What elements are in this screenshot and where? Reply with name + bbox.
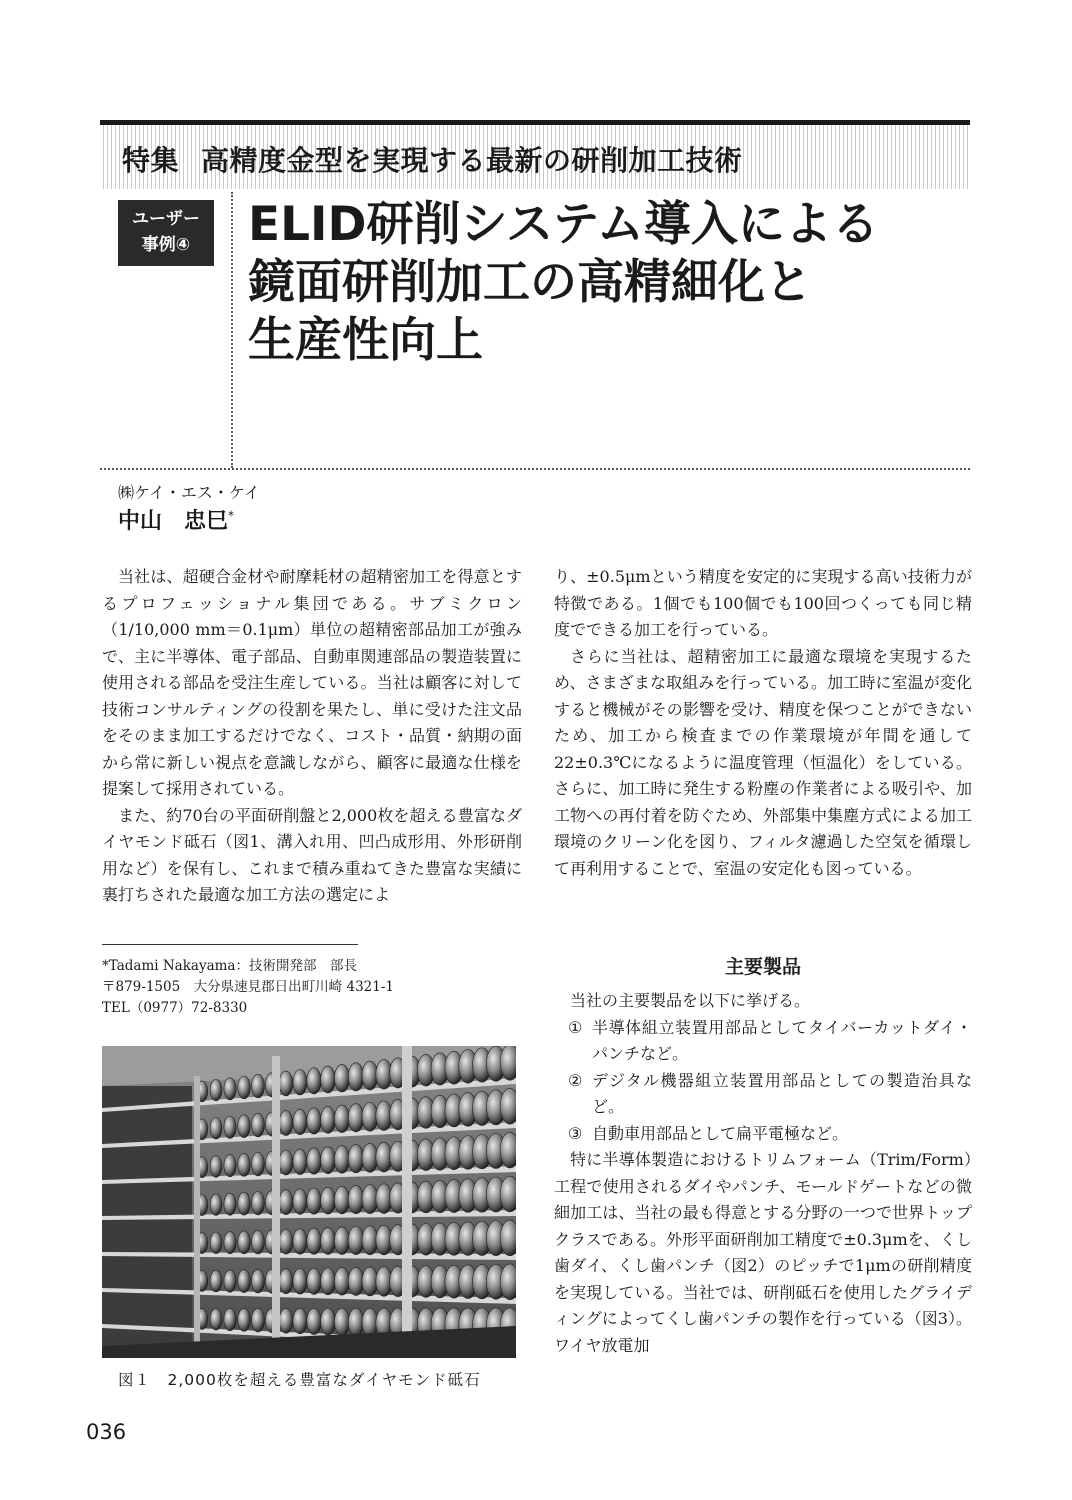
grinding-wheel bbox=[321, 1228, 336, 1255]
grinding-wheel bbox=[321, 1066, 336, 1093]
paragraph: 当社は、超硬合金材や耐摩耗材の超精密加工を得意とするプロフェッショナル集団である。サブミクロン（1/10,000 mm＝0.1μm）単位の超精密部品加工が強みで、主に半導体、電子部品、自動車関連部品の製造装置に使用される部品を受注生産している。当社は顧客に対して技術コンサルティングの役割を果たし、単に受けた注文品をそのまま加工するだけでなく、コスト・品質・納期の面から常に新しい視点を意識しながら、顧客に最適な仕様を提案して採用されている。 bbox=[102, 567, 522, 798]
grinding-wheel bbox=[334, 1227, 349, 1255]
grinding-wheel bbox=[307, 1228, 321, 1254]
grinding-wheel bbox=[224, 1116, 236, 1138]
grinding-wheel bbox=[334, 1146, 349, 1174]
company-name: ㈱ケイ・エス・ケイ bbox=[118, 483, 260, 502]
list-number: ② bbox=[568, 1070, 583, 1090]
list-item bbox=[554, 1015, 972, 1068]
grinding-wheel bbox=[279, 1190, 293, 1215]
grinding-wheel bbox=[307, 1108, 321, 1134]
grinding-wheel bbox=[348, 1226, 364, 1254]
right-column bbox=[554, 564, 972, 882]
grinding-wheel bbox=[293, 1149, 307, 1175]
paragraph: また、約70台の平面研削盤と2,000枚を超える豊富なダイヤモンド砥石（図1、溝入れ用、凹凸成形用、外形研削用など）を保有し、これまで積み重ねてきた豊富な実績に裏打ちされた最適な加工方法の選定によ bbox=[102, 805, 522, 904]
figure-1-caption: 図１ 2,000枚を超える豊富なダイヤモンド砥石 bbox=[118, 1371, 481, 1389]
grinding-wheel-rack-image bbox=[102, 1046, 516, 1358]
grinding-wheel bbox=[224, 1232, 236, 1254]
list-number: ③ bbox=[568, 1123, 583, 1143]
grinding-wheel bbox=[224, 1308, 236, 1330]
grinding-wheel bbox=[210, 1232, 222, 1254]
horizontal-dotted-divider bbox=[100, 468, 970, 470]
left-column bbox=[102, 564, 522, 909]
section-heading-main-products: 主要製品 bbox=[724, 956, 801, 978]
paragraph: さらに当社は、超精密加工に最適な環境を実現するため、さまざまな取組みを行っている。加工時に室温が変化すると機械がその影響を受け、精度を保つことができないため、加工から検査までの作業環境が年間を通して22±0.3℃になるように温度管理（恒温化）をしている。さらに、加工時に発生する粉塵の作業者による吸引や、加工物への再付着を防ぐため、外部集中集塵方式による加工環境のクリーン化を図り、フィルタ濾過した空気を循環して再利用することで、室温の安定化も図っている。 bbox=[554, 646, 972, 878]
grinding-wheel bbox=[348, 1267, 364, 1295]
article-title bbox=[248, 196, 948, 370]
list-item bbox=[554, 1068, 972, 1121]
footnote-rule bbox=[102, 944, 358, 945]
grinding-wheel bbox=[238, 1308, 251, 1331]
grinding-wheel bbox=[238, 1192, 251, 1215]
grinding-wheel bbox=[224, 1155, 236, 1177]
badge-line-1: ユーザー bbox=[132, 209, 200, 229]
grinding-wheel bbox=[210, 1270, 222, 1292]
feature-title: 高精度金型を実現する最新の研削加工技術 bbox=[201, 144, 743, 177]
footnote-line: *Tadami Nakayama：技術開発部 部長 bbox=[102, 958, 357, 974]
grinding-wheel bbox=[238, 1115, 251, 1138]
grinding-wheel bbox=[307, 1068, 321, 1094]
grinding-wheel bbox=[307, 1148, 321, 1174]
grinding-wheel bbox=[252, 1191, 265, 1215]
grinding-wheel bbox=[321, 1268, 336, 1295]
page-number: 036 bbox=[86, 1420, 127, 1444]
grinding-wheel bbox=[224, 1193, 236, 1215]
grinding-wheel bbox=[210, 1079, 222, 1101]
grinding-wheel bbox=[279, 1269, 293, 1294]
author-footnote bbox=[102, 956, 522, 1019]
grinding-wheel bbox=[210, 1156, 222, 1178]
grinding-wheel bbox=[362, 1061, 378, 1090]
footnote-line: TEL（0977）72-8330 bbox=[102, 1000, 248, 1016]
grinding-wheel bbox=[224, 1270, 236, 1292]
grinding-wheel bbox=[252, 1074, 265, 1098]
grinding-wheel bbox=[348, 1308, 364, 1336]
author-name bbox=[118, 504, 234, 535]
feature-band bbox=[100, 120, 970, 189]
grinding-wheel bbox=[279, 1229, 293, 1254]
list-item bbox=[554, 1121, 972, 1148]
badge-line-2: 事例④ bbox=[141, 235, 191, 255]
paragraph: 特に半導体製造におけるトリムフォーム（Trim/Form）工程で使用されるダイやパンチ、モールドゲートなどの微細加工は、当社の最も得意とする分野の一つで世界トップクラスである。外形平面研削加工精度で±0.3μmを、くし歯ダイ、くし歯パンチ（図2）のピッチで1μmの研削精度を実現している。当社では、研削砥石を使用したグライディングによってくし歯パンチの製作を行っている（図3）。ワイヤ放電加 bbox=[554, 1150, 972, 1355]
paragraph-continuation: り、±0.5μmという精度を安定的に実現する高い技術力が特徴である。1個でも100個でも100回つくっても同じ精度でできる加工を行っている。 bbox=[554, 567, 972, 639]
grinding-wheel bbox=[348, 1104, 364, 1132]
grinding-wheel bbox=[321, 1147, 336, 1174]
grinding-wheel bbox=[252, 1152, 265, 1176]
grinding-wheel bbox=[252, 1230, 265, 1254]
list-number: ① bbox=[568, 1017, 583, 1037]
main-products-section bbox=[554, 988, 972, 1359]
author-text: 中山 忠巳 bbox=[118, 509, 229, 534]
grinding-wheel bbox=[334, 1268, 349, 1296]
grinding-wheel bbox=[252, 1113, 265, 1137]
grinding-wheel bbox=[321, 1308, 336, 1335]
grinding-wheel bbox=[321, 1187, 336, 1214]
grinding-wheel bbox=[210, 1194, 222, 1216]
list-text: 自動車用部品として扁平電極など。 bbox=[592, 1123, 849, 1143]
grinding-wheel bbox=[279, 1150, 293, 1175]
grinding-wheel bbox=[334, 1308, 349, 1336]
grinding-wheel bbox=[238, 1270, 251, 1293]
footnote-line: 〒879-1505 大分県速見郡日出町川崎 4321-1 bbox=[102, 979, 394, 995]
grinding-wheel bbox=[252, 1269, 265, 1293]
grinding-wheel bbox=[348, 1185, 364, 1213]
grinding-wheel bbox=[293, 1189, 307, 1215]
title-line-3: 生産性向上 bbox=[248, 313, 483, 368]
grinding-wheel bbox=[334, 1064, 349, 1092]
list-text: 半導体組立装置用部品としてタイバーカットダイ・パンチなど。 bbox=[592, 1017, 972, 1063]
grinding-wheel bbox=[224, 1078, 236, 1100]
grinding-wheel bbox=[334, 1186, 349, 1214]
grinding-wheel bbox=[293, 1229, 307, 1255]
grinding-wheel bbox=[307, 1268, 321, 1294]
author-footnote-mark: * bbox=[228, 508, 235, 523]
grinding-wheel bbox=[210, 1309, 222, 1331]
grinding-wheel bbox=[279, 1071, 293, 1096]
user-case-badge bbox=[118, 200, 214, 266]
vertical-dotted-divider bbox=[231, 192, 233, 468]
grinding-wheel bbox=[307, 1308, 321, 1334]
grinding-wheel bbox=[238, 1231, 251, 1254]
products-intro: 当社の主要製品を以下に挙げる。 bbox=[570, 991, 811, 1010]
title-line-2: 鏡面研削加工の高精細化と bbox=[248, 255, 812, 310]
title-line-1: ELID研削システム導入による bbox=[248, 197, 879, 252]
grinding-wheel bbox=[279, 1111, 293, 1136]
grinding-wheel bbox=[293, 1268, 307, 1294]
grinding-wheel bbox=[348, 1145, 364, 1173]
feature-heading bbox=[122, 139, 743, 179]
figure-1-photo bbox=[102, 1046, 516, 1358]
grinding-wheel bbox=[321, 1106, 336, 1133]
list-text: デジタル機器組立装置用部品としての製造治具など。 bbox=[592, 1070, 972, 1116]
grinding-wheel bbox=[238, 1153, 251, 1176]
grinding-wheel bbox=[293, 1109, 307, 1135]
grinding-wheel bbox=[293, 1308, 307, 1334]
grinding-wheel bbox=[307, 1188, 321, 1214]
grinding-wheel bbox=[279, 1308, 293, 1333]
feature-label: 特集 bbox=[122, 144, 180, 177]
grinding-wheel bbox=[238, 1076, 251, 1099]
grinding-wheel bbox=[210, 1118, 222, 1140]
grinding-wheel bbox=[334, 1105, 349, 1133]
grinding-wheel bbox=[348, 1063, 364, 1091]
grinding-wheel bbox=[293, 1069, 307, 1095]
grinding-wheel bbox=[252, 1308, 265, 1332]
